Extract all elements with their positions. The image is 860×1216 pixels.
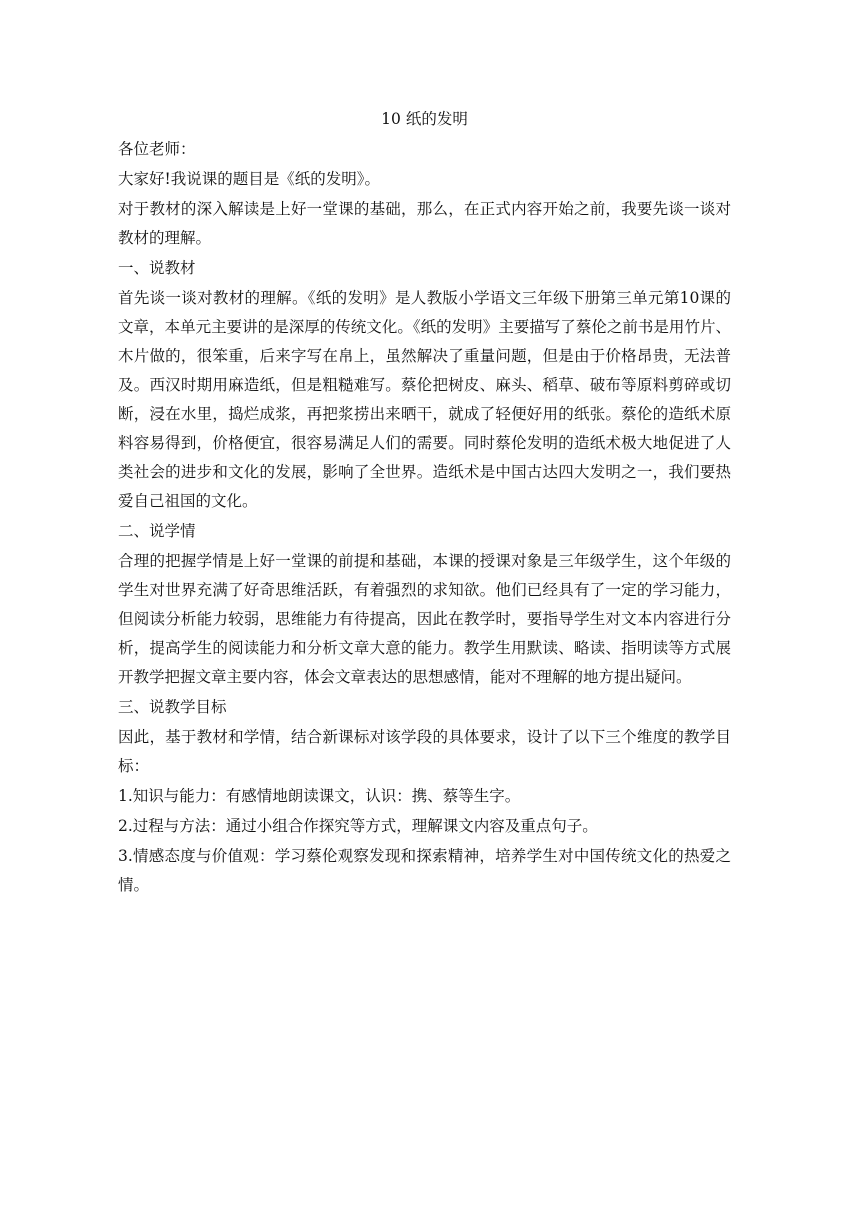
salutation: 各位老师：	[118, 140, 196, 158]
greeting-paragraph: 大家好!我说课的题目是《纸的发明》。	[118, 170, 380, 188]
objectives-intro-paragraph: 因此，基于教材和学情，结合新课标对该学段的具体要求，设计了以下三个维度的教学目标：	[118, 728, 731, 775]
objective-item-3: 3.情感态度与价值观：学习蔡伦观察发现和探索精神，培养学生对中国传统文化的热爱之情。	[118, 847, 731, 894]
section-heading-textbook: 一、说教材	[118, 259, 196, 277]
section-heading-objectives: 三、说教学目标	[118, 698, 227, 716]
document-page	[118, 105, 731, 901]
students-paragraph: 合理的把握学情是上好一堂课的前提和基础，本课的授课对象是三年级学生，这个年级的学生对世界充满了好奇思维活跃，有着强烈的求知欲。他们已经具有了一定的学习能力，但阅读分析能力较弱，思维能力有待提高，因此在教学时，要指导学生对文本内容进行分析，提高学生的阅读能力和分析文章大意的能力。教学生用默读、略读、指明读等方式展开教学把握文章主要内容，体会文章表达的思想感情，能对不理解的地方提出疑问。	[118, 552, 731, 686]
objective-item-1: 1.知识与能力：有感情地朗读课文，认识：携、蔡等生字。	[118, 787, 521, 805]
objective-item-2: 2.过程与方法：通过小组合作探究等方式，理解课文内容及重点句子。	[118, 817, 598, 835]
section-heading-students: 二、说学情	[118, 522, 196, 540]
textbook-paragraph: 首先谈一谈对教材的理解。《纸的发明》是人教版小学语文三年级下册第三单元第10课的文章，本单元主要讲的是深厚的传统文化。《纸的发明》主要描写了蔡伦之前书是用竹片、木片做的，很笨重，后来字写在帛上，虽然解决了重量问题，但是由于价格昂贵，无法普及。西汉时期用麻造纸，但是粗糙难写。蔡伦把树皮、麻头、稻草、破布等原料剪碎或切断，浸在水里，捣烂成浆，再把浆捞出来晒干，就成了轻便好用的纸张。蔡伦的造纸术原料容易得到，价格便宜，很容易满足人们的需要。同时蔡伦发明的造纸术极大地促进了人类社会的进步和文化的发展，影响了全世界。造纸术是中国古达四大发明之一，我们要热爱自己祖国的文化。	[118, 289, 731, 510]
document-title: 10 纸的发明	[381, 110, 468, 128]
intro-paragraph: 对于教材的深入解读是上好一堂课的基础，那么，在正式内容开始之前，我要先谈一谈对教材的理解。	[118, 200, 731, 247]
